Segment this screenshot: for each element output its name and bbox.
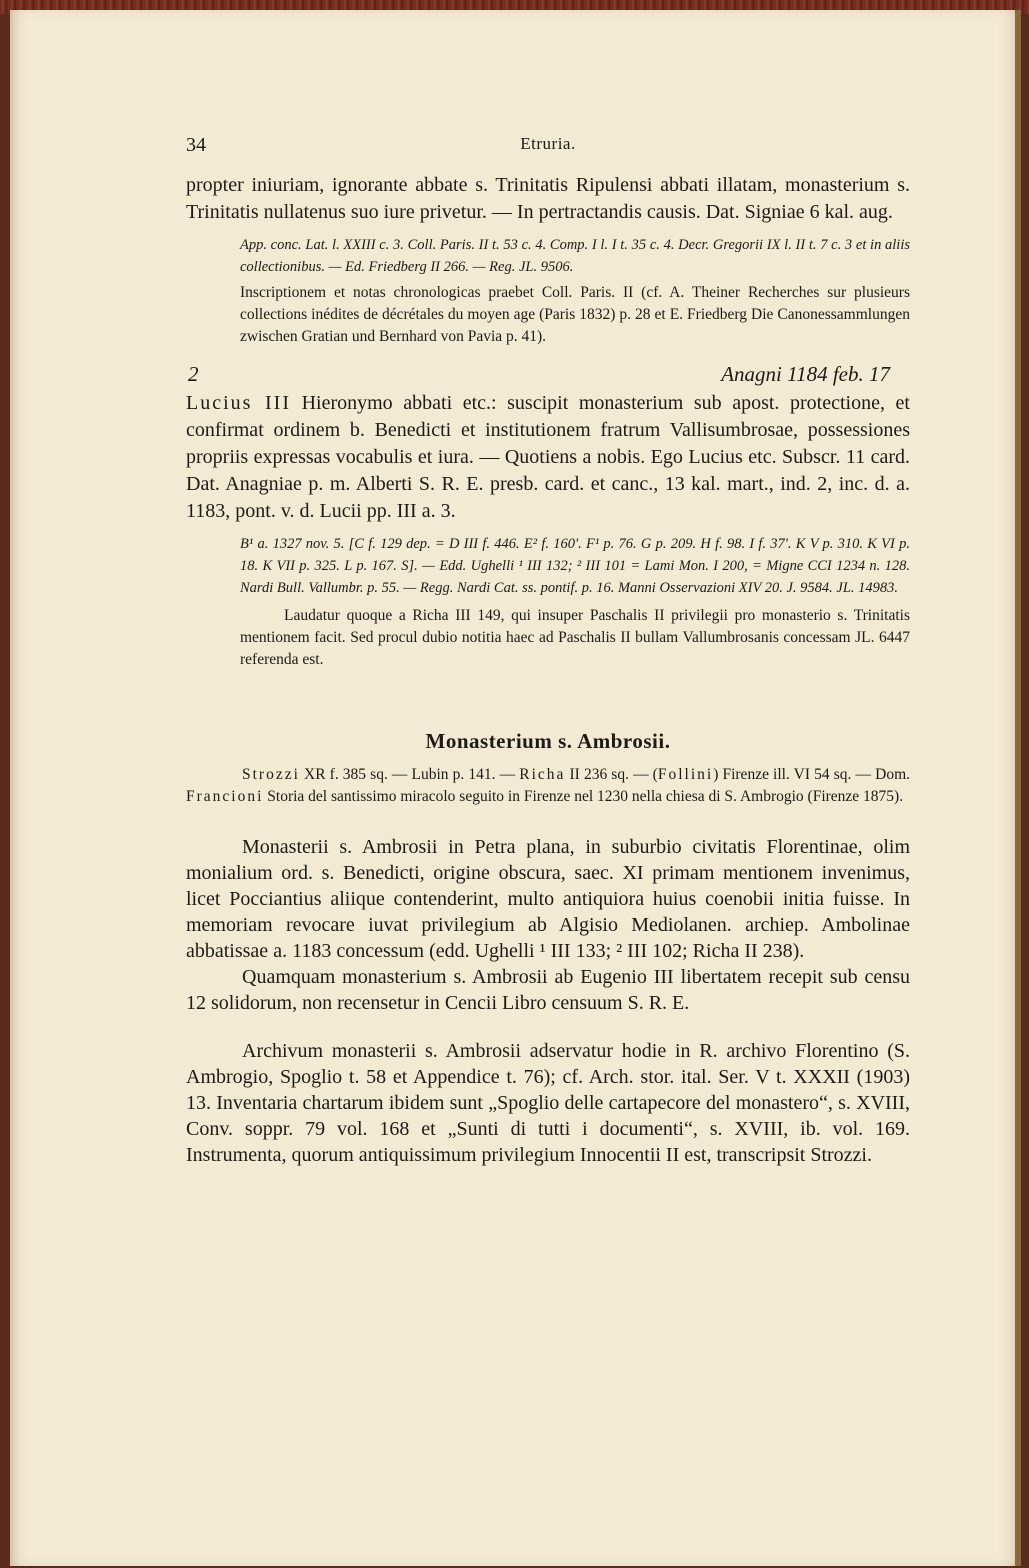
bib-author-follini: Follini bbox=[657, 766, 714, 783]
bib-author-strozzi: Strozzi bbox=[242, 766, 300, 783]
entry1-sources: App. conc. Lat. l. XXIII c. 3. Coll. Paris. II t. 53 c. 4. Comp. I l. I t. 35 c. 4. Decr. Gregorii IX l. II t. 7 c. 3 et in aliis collectionibus. — Ed. Friedberg II 266. — Reg. JL. 9506. bbox=[240, 237, 910, 275]
spacer bbox=[186, 808, 910, 834]
running-title: Etruria. bbox=[520, 134, 576, 153]
page-header bbox=[186, 134, 910, 158]
spacer bbox=[186, 1016, 910, 1038]
bib-text-3: ) Firenze ill. VI 54 sq. — Dom. bbox=[713, 766, 910, 783]
section-paragraph-2: Quamquam monasterium s. Ambrosii ab Eugenio III libertatem recepit sub censu 12 solidorum, non recensetur in Cencii Libro censuum S. R. E. bbox=[186, 966, 910, 1014]
page-body bbox=[186, 172, 910, 1168]
bib-author-richa: Richa bbox=[519, 766, 566, 783]
section-paragraph-3: Archivum monasterii s. Ambrosii adservatur hodie in R. archivo Florentino (S. Ambrogio, Spoglio t. 58 et Appendice t. 76); cf. Arch. stor. ital. Ser. V t. XXXII (1903) 13. Inventaria chartarum ibidem sunt „Spoglio delle cartapecore del monastero“, s. XVIII, Conv. soppr. 79 vol. 168 et „Sunti di tutti i documenti“, s. XVIII, ib. vol. 169. Instrumenta, quorum antiquissimum privilegium Innocentii II est, transcripsit Strozzi. bbox=[186, 1040, 910, 1166]
entry1-note: Inscriptionem et notas chronologicas praebet Coll. Paris. II (cf. A. Theiner Recherches sur plusieurs collections inédites de décrétales du moyen age (Paris 1832) p. 28 et E. Friedberg Die Canonessammlungen zwischen Gratian und Bernhard von Pavia p. 41). bbox=[240, 284, 910, 345]
section-title: Monasterium s. Ambrosii. bbox=[425, 729, 671, 753]
entry2-note: Laudatur quoque a Richa III 149, qui insuper Paschalis II privilegii pro monasterio s. Trinitatis mentionem facit. Sed procul dubio notitia haec ad Paschalis II bullam Vallumbrosanis concessam JL. 6447 referenda est. bbox=[240, 607, 910, 668]
entry2-number: 2 bbox=[188, 362, 199, 386]
section-bibliography bbox=[186, 764, 910, 808]
page-edge bbox=[1015, 10, 1021, 1566]
bib-text-2: II 236 sq. — ( bbox=[565, 766, 658, 783]
bib-text-1: XR f. 385 sq. — Lubin p. 141. — bbox=[299, 766, 520, 783]
entry2-pope-name: Lucius III bbox=[186, 392, 291, 414]
entry2-summary: Hieronymo abbati etc.: suscipit monasterium sub apost. protectione, et confirmat ordinem b. Benedicti et institutionem fratrum Vallisumbrosae, possessiones propriis expressas vocabulis et iura. — Quotiens a nobis. Ego Lucius etc. Subscr. 11 card. Dat. Anagniae p. m. Alberti S. R. E. presb. card. et canc., 13 kal. mart., ind. 2, inc. d. a. 1183, pont. v. d. Lucii pp. III a. 3. bbox=[186, 392, 910, 522]
page-number: 34 bbox=[186, 134, 206, 156]
bib-author-francioni: Francioni bbox=[186, 788, 264, 805]
bib-text-4: Storia del santissimo miracolo seguito in Firenze nel 1230 nella chiesa di S. Ambrogio (Firenze 1875). bbox=[263, 788, 904, 805]
entry2-sources: B¹ a. 1327 nov. 5. [C f. 129 dep. = D III f. 446. E² f. 160'. F¹ p. 76. G p. 209. H f. 98. I f. 37'. K V p. 310. K VI p. 18. K VII p. 325. L p. 167. S]. — Edd. Ughelli ¹ III 132; ² III 101 = Lami Mon. I 200, = Migne CCI 1234 n. 128. Nardi Bull. Vallumbr. p. 55. — Regg. Nardi Cat. ss. pontif. p. 16. Manni Osservazioni XIV 20. J. 9584. JL. 14983. bbox=[240, 536, 910, 596]
section-paragraph-1: Monasterii s. Ambrosii in Petra plana, in suburbio civitatis Florentinae, olim monialium ord. s. Benedicti, origine obscura, saec. XI primam mentionem invenimus, licet Pocciantius aliique contenderint, multo antiquiora huius coenobii initia fuisse. In memoriam revocare iuvat privilegium ab Algisio Mediolanen. archiep. Ambolinae abbatissae a. 1183 concessum (edd. Ughelli ¹ III 133; ² III 102; Richa II 238). bbox=[186, 836, 910, 962]
entry2-text bbox=[186, 390, 910, 525]
entry2-date: Anagni 1184 feb. 17 bbox=[721, 362, 890, 386]
entry1-text: propter iniuriam, ignorante abbate s. Trinitatis Ripulensi abbati illatam, monasterium s. Trinitatis nullatenus suo iure privetur. — In pertractandis causis. Dat. Signiae 6 kal. aug. bbox=[186, 174, 910, 223]
entry2-heading bbox=[186, 362, 910, 390]
